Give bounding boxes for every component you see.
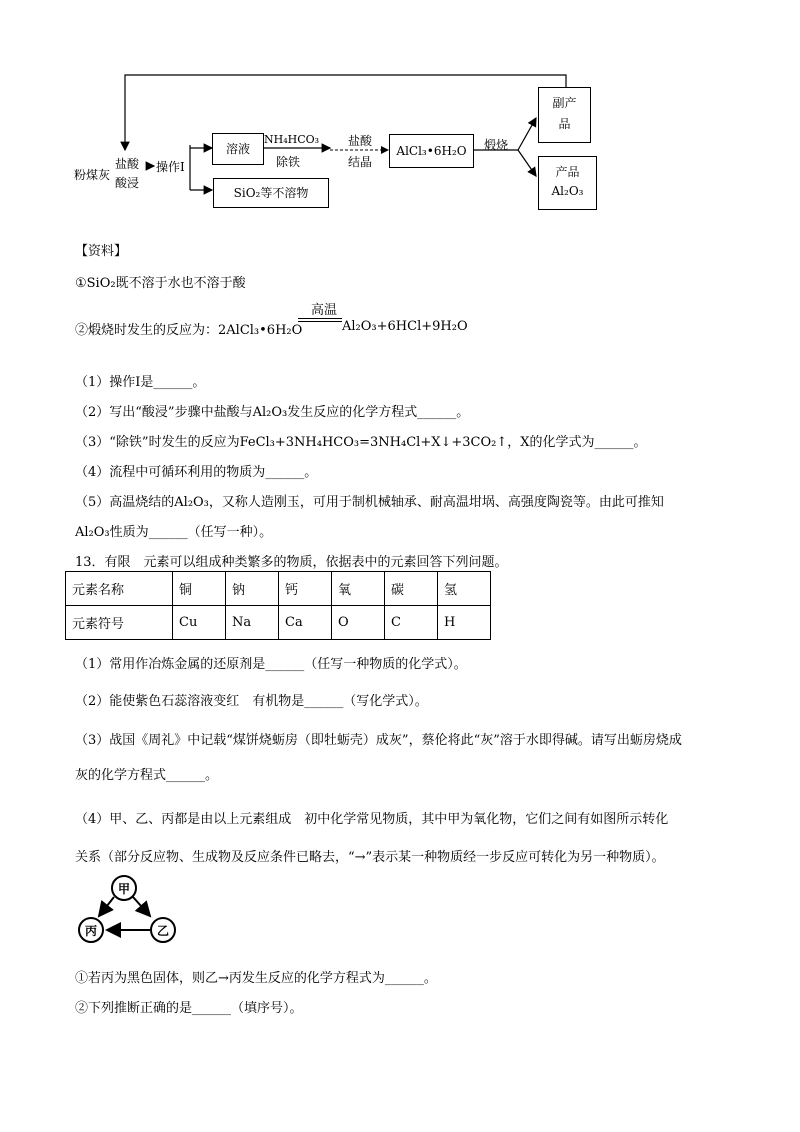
crystal-bottom-label: 结晶 [348,155,373,169]
node-bing: 丙 [84,924,97,938]
table-cell: 碳 [385,572,438,606]
q13-sub2: ②下列推断正确的是______（填序号）。 [75,1001,303,1016]
table-cell: Na [226,606,279,640]
acid-leach-top-label: 盐酸 [115,157,140,171]
q12-part5-line2: Al₂O₃性质为______（任写一种）。 [75,525,273,540]
table-cell: Cu [173,606,226,640]
raw-material-label: 粉煤灰 [74,168,111,182]
crystal-top-label: 盐酸 [348,134,373,148]
q13-part4-line1: （4）甲、乙、丙都是由以上元素组成 初中化学常见物质，其中甲为氧化物，它们之间有如图所示转化 [75,812,669,827]
reaction-condition: 高温 [310,303,337,318]
q13-part2: （2）能使紫色石蕊溶液变红 有机物是______（写化学式）。 [75,694,428,709]
table-cell: O [332,606,385,640]
product-line2: Al₂O₃ [551,184,584,198]
node-jia: 甲 [117,882,130,896]
byproduct-line1: 副产 [552,96,577,110]
info-item2-right: Al₂O₃+6HCl+9H₂O [342,319,468,334]
q13-part3-line2: 灰的化学方程式______。 [75,768,219,783]
table-cell: 氧 [332,572,385,606]
table-cell: 钠 [226,572,279,606]
q12-part2: （2）写出“酸浸”步骤中盐酸与Al₂O₃发生反应的化学方程式______。 [75,405,470,420]
q12-part1: （1）操作Ⅰ是______。 [75,375,206,390]
q13-intro: 13．有限 元素可以组成种类繁多的物质，依据表中的元素回答下列问题。 [75,555,508,570]
table-cell: 元素名称 [66,572,173,606]
q13-part1: （1）常用作冶炼金属的还原剂是______（任写一种物质的化学式）。 [75,657,467,672]
q13-part3-line1: （3）战国《周礼》中记载“煤饼烧蛎房（即牡蛎壳）成灰”，蔡伦将此“灰”溶于水即得碱。请写出蛎房烧成 [75,733,682,748]
q12-part5-line1: （5）高温烧结的Al₂O₃，又称人造刚玉，可用于制机械轴承、耐高温坩埚、高强度陶瓷等。由此可推知 [75,495,664,510]
table-cell: Ca [279,606,332,640]
q13-sub1: ①若丙为黑色固体，则乙→丙发生反应的化学方程式为______。 [75,971,437,986]
table-cell: 元素符号 [66,606,173,640]
op1-label: 操作I [156,160,185,174]
alcl3-label: AlCl₃•6H₂O [396,144,467,158]
table-cell: 钙 [279,572,332,606]
info-title: 【资料】 [75,244,128,259]
table-cell: H [438,606,491,640]
info-item2-left: ②煅烧时发生的反应为：2AlCl₃•6H₂O [75,323,303,338]
solution-label: 溶液 [225,142,250,156]
reagent-bottom-label: 除铁 [276,155,301,169]
q12-part3: （3）“除铁”时发生的反应为FeCl₃+3NH₄HCO₃=3NH₄Cl+X↓+3CO₂↑，X的化学式为______。 [75,435,647,450]
reagent-top-label: NH₄HCO₃ [264,133,320,146]
info-item1: ①SiO₂既不溶于水也不溶于酸 [75,276,246,291]
calcine-label: 煅烧 [484,138,509,152]
table-cell: C [385,606,438,640]
table-cell: 铜 [173,572,226,606]
node-yi: 乙 [156,924,169,938]
acid-leach-bottom-label: 酸浸 [115,176,140,190]
byproduct-line2: 品 [558,117,571,131]
product-line1: 产品 [555,165,580,179]
q13-part4-line2: 关系（部分反应物、生成物及反应条件已略去，“→”表示某一种物质经一步反应可转化为另一种物质）。 [75,850,665,865]
insoluble-label: SiO₂等不溶物 [233,186,309,200]
q12-part4: （4）流程中可循环利用的物质为______。 [75,465,318,480]
table-cell: 氢 [438,572,491,606]
